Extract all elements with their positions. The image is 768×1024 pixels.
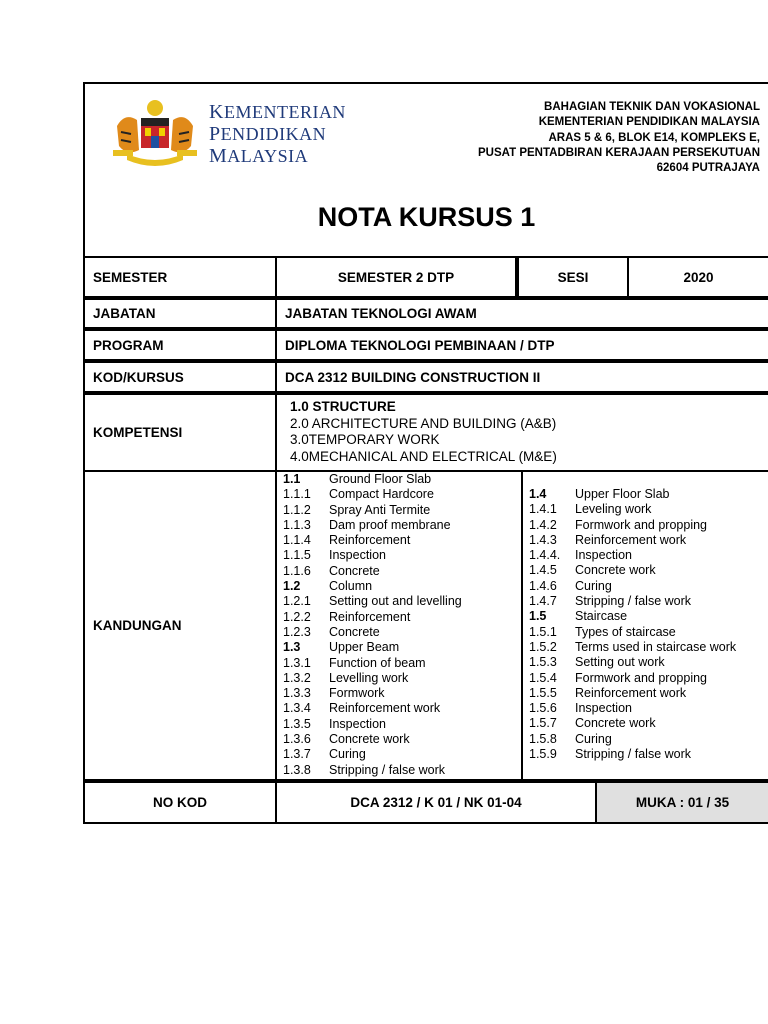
content-item-number: 1.5.9 [529, 747, 557, 762]
content-item-number: 1.3.4 [283, 701, 311, 716]
kompetensi-row [85, 393, 768, 472]
content-item-text: Compact Hardcore [329, 487, 434, 502]
content-item-number: 1.4.5 [529, 563, 557, 578]
content-item-text: Concrete work [575, 563, 656, 578]
content-item-text: Upper Beam [329, 640, 400, 655]
content-item-number: 1.5.2 [529, 639, 557, 654]
kompetensi-label: KOMPETENSI [83, 393, 277, 472]
content-item-text: Reinforcement [329, 609, 411, 624]
content-item-text: Dam proof membrane [329, 517, 451, 532]
content-item-text: Concrete [329, 624, 380, 639]
program-label: PROGRAM [83, 329, 277, 361]
content-item-number: 1.4.3 [529, 532, 557, 547]
sesi-label: SESI [517, 256, 629, 298]
ministry-name [209, 101, 346, 167]
program-row [85, 329, 768, 361]
content-item-number: 1.5 [529, 609, 547, 624]
document-header [85, 84, 768, 258]
footer-row [85, 781, 768, 824]
content-item-text: Ground Floor Slab [329, 472, 432, 486]
content-item [283, 548, 462, 563]
semester-row [85, 256, 768, 298]
content-item [283, 472, 462, 487]
content-item [283, 732, 462, 747]
content-item [529, 716, 736, 731]
content-item-text: Inspection [329, 716, 386, 731]
content-item-text: Stripping / false work [329, 762, 446, 777]
content-item-number: 1.2.1 [283, 594, 311, 609]
document-title: NOTA KURSUS 1 [317, 202, 536, 232]
ministry-line-2: ENDIDIKAN [220, 124, 327, 144]
content-item-number: 1.1.6 [283, 563, 311, 578]
content-item-number: 1.5.6 [529, 701, 557, 716]
content-item-text: Reinforcement work [329, 701, 441, 716]
content-item-text: Curing [575, 731, 612, 746]
content-item-text: Concrete work [329, 732, 410, 747]
address-line: BAHAGIAN TEKNIK DAN VOKASIONAL [544, 101, 760, 113]
content-item-number: 1.2.2 [283, 609, 311, 624]
content-item-number: 1.3.8 [283, 762, 311, 777]
content-item-text: Setting out and levelling [329, 594, 462, 609]
content-item-number: 1.3.2 [283, 670, 311, 685]
content-item [529, 579, 736, 594]
jabatan-value: JABATAN TEKNOLOGI AWAM [275, 298, 768, 329]
content-item [283, 671, 462, 686]
content-item-text: Inspection [329, 548, 386, 563]
content-item-text: Concrete work [575, 716, 656, 731]
content-item [529, 594, 736, 609]
content-item-text: Upper Floor Slab [575, 487, 670, 501]
content-item [283, 533, 462, 548]
content-item-number: 1.1.1 [283, 487, 311, 502]
kandungan-left-list [283, 472, 462, 778]
content-item-number: 1.4.1 [529, 502, 557, 517]
page-number: MUKA : 01 / 35 [595, 781, 768, 824]
content-item-text: Function of beam [329, 655, 426, 670]
content-item-text: Formwork [329, 686, 385, 701]
content-item-number: 1.5.7 [529, 716, 557, 731]
kod-label: KOD/KURSUS [83, 361, 277, 393]
content-item-text: Formwork and propping [575, 517, 708, 532]
content-item-number: 1.3.6 [283, 732, 311, 747]
content-item [283, 579, 462, 594]
content-item [529, 563, 736, 578]
kompetensi-item: 1.0 STRUCTURE [290, 399, 396, 414]
content-item [283, 625, 462, 640]
content-item [529, 671, 736, 686]
content-item-number: 1.5.5 [529, 685, 557, 700]
content-item [529, 625, 736, 640]
content-item-text: Reinforcement work [575, 685, 687, 700]
content-item-text: Levelling work [329, 670, 409, 685]
content-item-number: 1.3.7 [283, 747, 311, 762]
kompetensi-list [290, 399, 557, 465]
jabatan-row [85, 298, 768, 329]
content-item [283, 610, 462, 625]
sesi-value: 2020 [627, 256, 768, 298]
content-item-text: Curing [575, 578, 612, 593]
jabatan-label: JABATAN [83, 298, 277, 329]
content-item-text: Inspection [575, 548, 632, 563]
ministry-line-1-initial: K [209, 101, 224, 123]
content-item-text: Setting out work [575, 655, 665, 670]
content-item [529, 609, 736, 624]
content-item-text: Spray Anti Termite [329, 502, 431, 517]
content-item [283, 686, 462, 701]
address-line: ARAS 5 & 6, BLOK E14, KOMPLEKS E, [548, 131, 760, 144]
content-item [283, 747, 462, 762]
content-item-number: 1.5.3 [529, 655, 557, 670]
content-item-number: 1.1.4 [283, 533, 311, 548]
kandungan-right-list [529, 487, 736, 762]
content-item [283, 656, 462, 671]
content-item [283, 564, 462, 579]
coat-of-arms-logo [107, 96, 203, 174]
content-item-number: 1.3.5 [283, 716, 311, 731]
content-item-number: 1.3.3 [283, 686, 311, 701]
content-item-number: 1.5.8 [529, 731, 557, 746]
content-item-number: 1.3 [283, 640, 301, 655]
content-item-text: Reinforcement [329, 533, 411, 548]
kompetensi-item: 4.0MECHANICAL AND ELECTRICAL (M&E) [290, 448, 557, 464]
content-item [283, 518, 462, 533]
content-item-number: 1.5.1 [529, 624, 557, 639]
document-frame [83, 82, 768, 824]
content-item [529, 701, 736, 716]
content-item-number: 1.4.7 [529, 594, 557, 609]
semester-label: SEMESTER [83, 256, 277, 298]
ministry-line-3-initial: M [209, 145, 228, 167]
content-item-number: 1.3.1 [283, 655, 311, 670]
content-item [529, 747, 736, 762]
ministry-line-3: ALAYSIA [227, 146, 309, 166]
content-item [529, 655, 736, 670]
content-item-number: 1.1.3 [283, 517, 311, 532]
content-item [529, 518, 736, 533]
content-item [283, 503, 462, 518]
content-item [529, 502, 736, 517]
content-item-text: Types of staircase [575, 624, 676, 639]
content-item [283, 701, 462, 716]
content-item-text: Stripping / false work [575, 747, 692, 762]
content-item-number: 1.4.6 [529, 578, 557, 593]
kompetensi-item: 3.0TEMPORARY WORK [290, 432, 440, 447]
content-item-number: 1.4.4. [529, 548, 561, 563]
ministry-line-2-initial: P [209, 123, 221, 145]
semester-value: SEMESTER 2 DTP [275, 256, 517, 298]
content-item-number: 1.1.2 [283, 502, 311, 517]
content-item [283, 640, 462, 655]
kod-value: DCA 2312 BUILDING CONSTRUCTION II [275, 361, 768, 393]
content-item-text: Curing [329, 747, 366, 762]
program-value: DIPLOMA TEKNOLOGI PEMBINAAN / DTP [275, 329, 768, 361]
address-line: 62604 PUTRAJAYA [656, 162, 760, 175]
kod-row [85, 361, 768, 393]
content-item-number: 1.1.5 [283, 548, 311, 563]
ministry-line-1: EMENTERIAN [223, 102, 346, 122]
kandungan-row [85, 470, 768, 781]
content-item [529, 686, 736, 701]
content-item [283, 594, 462, 609]
content-item-text: Staircase [575, 609, 628, 624]
content-item [529, 533, 736, 548]
content-item-text: Inspection [575, 701, 632, 716]
kompetensi-item: 2.0 ARCHITECTURE AND BUILDING (A&B) [290, 415, 557, 431]
content-item [283, 487, 462, 502]
content-item-text: Column [329, 579, 373, 594]
content-item [529, 640, 736, 655]
content-item-text: Reinforcement work [575, 532, 687, 547]
nokod-label: NO KOD [83, 781, 277, 824]
content-item-number: 1.5.4 [529, 670, 557, 685]
content-item [283, 763, 462, 778]
address-block [478, 100, 760, 176]
content-item-number: 1.1 [283, 472, 301, 486]
content-item-text: Leveling work [575, 502, 652, 517]
content-item-text: Concrete [329, 563, 380, 578]
content-item [529, 548, 736, 563]
content-item-number: 1.2.3 [283, 624, 311, 639]
nokod-value: DCA 2312 / K 01 / NK 01-04 [275, 781, 597, 824]
address-line: PUSAT PENTADBIRAN KERAJAAN PERSEKUTUAN [478, 146, 760, 159]
content-item-text: Stripping / false work [575, 594, 692, 609]
content-item [529, 487, 736, 502]
content-item-number: 1.4 [529, 487, 547, 501]
content-item [529, 732, 736, 747]
content-item [283, 717, 462, 732]
content-item-number: 1.2 [283, 579, 301, 594]
kandungan-label: KANDUNGAN [83, 470, 277, 781]
content-item-text: Formwork and propping [575, 670, 708, 685]
content-item-number: 1.4.2 [529, 517, 557, 532]
address-line: KEMENTERIAN PENDIDIKAN MALAYSIA [538, 116, 760, 129]
content-item-text: Terms used in staircase work [575, 639, 737, 654]
